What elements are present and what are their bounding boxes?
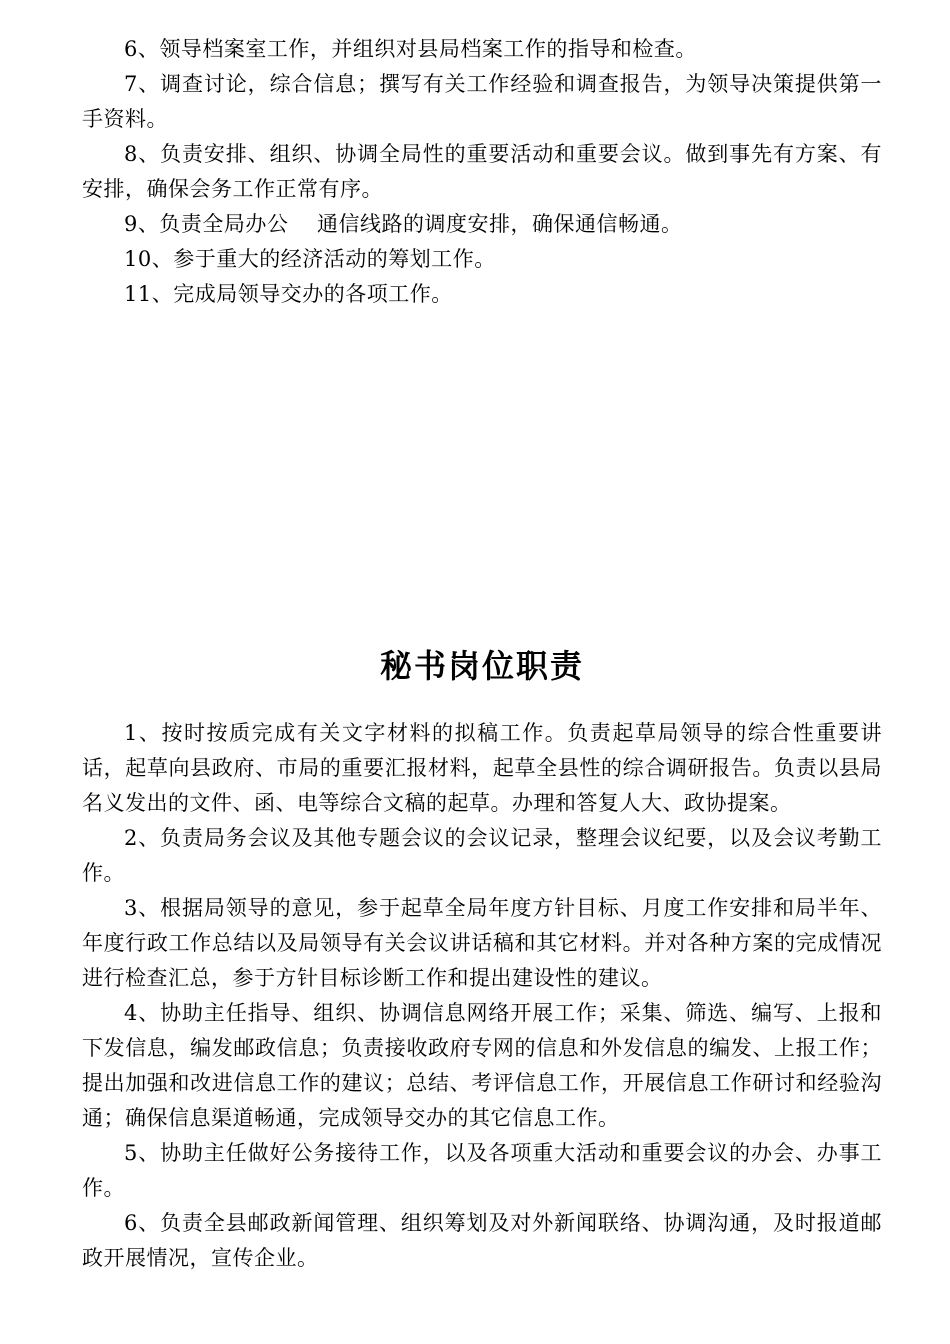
blank-space (82, 312, 882, 642)
secretary-item-4: 4、协助主任指导、组织、协调信息网络开展工作；采集、筛选、编写、上报和下发信息，编发邮政信息；负责接收政府专网的信息和外发信息的编发、上报工作；提出加强和改进信息工作的建议；总结、考评信息工作，开展信息工作研讨和经验沟通；确保信息渠道畅通，完成领导交办的其它信息工作。 (82, 1001, 882, 1130)
document-page (82, 30, 882, 1276)
duty-item-9: 9、负责全局办公 通信线路的调度安排，确保通信畅通。 (124, 212, 683, 236)
duty-item-10: 10、参于重大的经济活动的筹划工作。 (124, 247, 496, 271)
secretary-item-2: 2、负责局务会议及其他专题会议的会议记录，整理会议纪要，以及会议考勤工作。 (82, 826, 882, 885)
section-title: 秘书岗位职责 (379, 647, 584, 685)
duty-item-6: 6、领导档案室工作，并组织对县局档案工作的指导和检查。 (124, 37, 697, 61)
secretary-item-3: 3、根据局领导的意见，参于起草全局年度方针目标、月度工作安排和局半年、年度行政工作总结以及局领导有关会议讲话稿和其它材料。并对各种方案的完成情况进行检查汇总，参于方针目标诊断工作和提出建设性的建议。 (82, 896, 882, 990)
duty-item-7: 7、调查讨论，综合信息；撰写有关工作经验和调查报告，为领导决策提供第一手资料。 (82, 72, 882, 131)
secretary-item-5: 5、协助主任做好公务接待工作，以及各项重大活动和重要会议的办会、办事工作。 (82, 1141, 882, 1200)
office-duties-continued (82, 32, 882, 312)
duty-item-11: 11、完成局领导交办的各项工作。 (124, 282, 453, 306)
secretary-duties-section (82, 642, 882, 1276)
secretary-item-6: 6、负责全县邮政新闻管理、组织筹划及对外新闻联络、协调沟通，及时报道邮政开展情况，宣传企业。 (82, 1211, 882, 1270)
duty-item-8: 8、负责安排、组织、协调全局性的重要活动和重要会议。做到事先有方案、有安排，确保会务工作正常有序。 (82, 142, 882, 201)
secretary-item-1: 1、按时按质完成有关文字材料的拟稿工作。负责起草局领导的综合性重要讲话，起草向县政府、市局的重要汇报材料，起草全县性的综合调研报告。负责以县局名义发出的文件、函、电等综合文稿的起草。办理和答复人大、政协提案。 (82, 721, 882, 815)
